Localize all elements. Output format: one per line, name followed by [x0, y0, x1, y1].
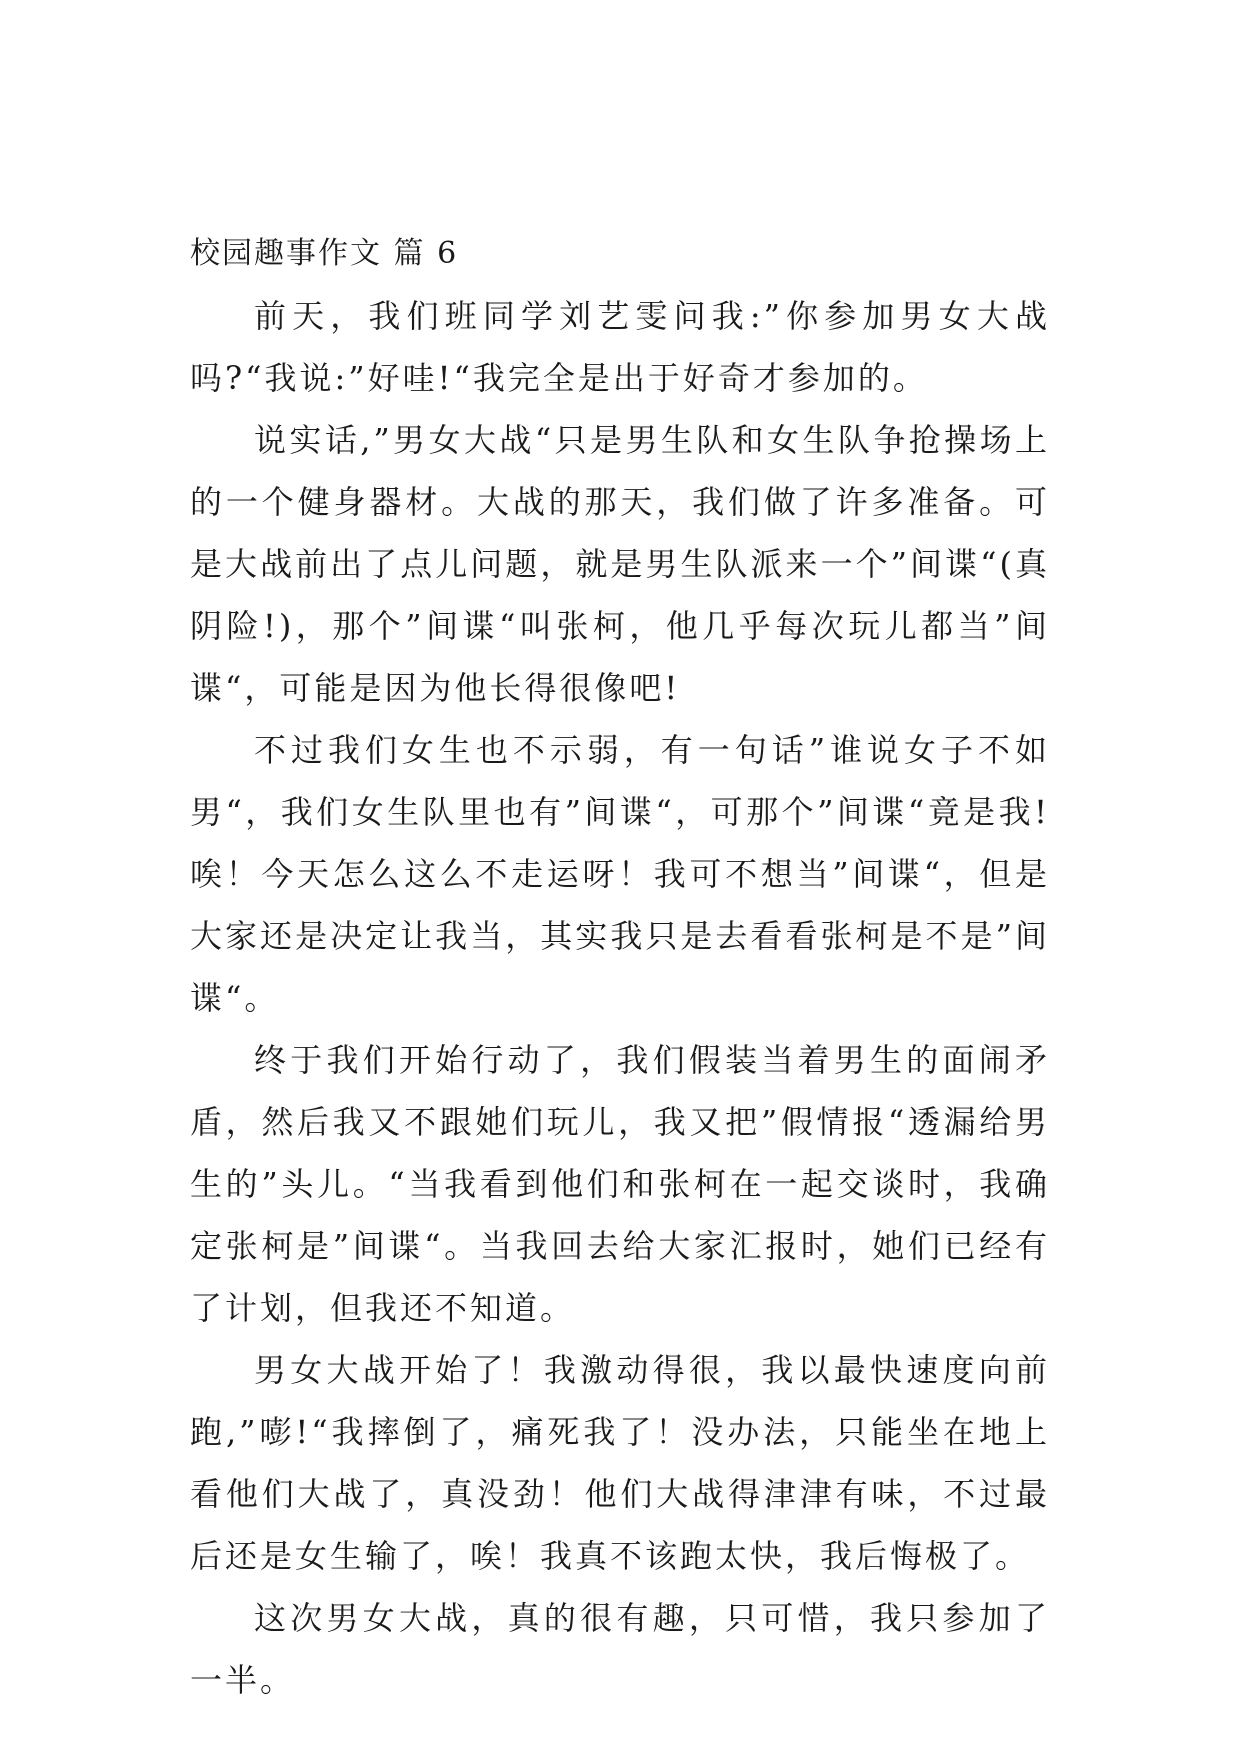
paragraph-4: 终于我们开始行动了，我们假装当着男生的面闹矛盾，然后我又不跟她们玩儿，我又把”假情报“透漏给男生的”头儿。“当我看到他们和张柯在一起交谈时，我确定张柯是”间谍“。当我回去给大家汇报时，她们已经有了计划，但我还不知道。: [190, 1041, 1050, 1327]
document-body: [190, 223, 1050, 1711]
document-title: 校园趣事作文 篇 6: [190, 236, 459, 271]
paragraph-1: 前天，我们班同学刘艺雯问我:”你参加男女大战吗?“我说:”好哇!“我完全是出于好奇才参加的。: [190, 297, 1050, 397]
paragraph-6: 这次男女大战，真的很有趣，只可惜，我只参加了一半。: [190, 1599, 1050, 1699]
paragraph-3: 不过我们女生也不示弱，有一句话”谁说女子不如男“，我们女生队里也有”间谍“，可那个”间谍“竟是我!唉！今天怎么这么不走运呀！我可不想当”间谍“，但是大家还是决定让我当，其实我只是去看看张柯是不是”间谍“。: [190, 731, 1050, 1017]
paragraph-2: 说实话,”男女大战“只是男生队和女生队争抢操场上的一个健身器材。大战的那天，我们做了许多准备。可是大战前出了点儿问题，就是男生队派来一个”间谍“(真阴险!)，那个”间谍“叫张柯，他几乎每次玩儿都当”间谍“，可能是因为他长得很像吧!: [190, 421, 1050, 707]
paragraph-5: 男女大战开始了！我激动得很，我以最快速度向前跑,”嘭!“我摔倒了，痛死我了！没办法，只能坐在地上看他们大战了，真没劲！他们大战得津津有味，不过最后还是女生输了，唉！我真不该跑太快，我后悔极了。: [190, 1351, 1050, 1575]
